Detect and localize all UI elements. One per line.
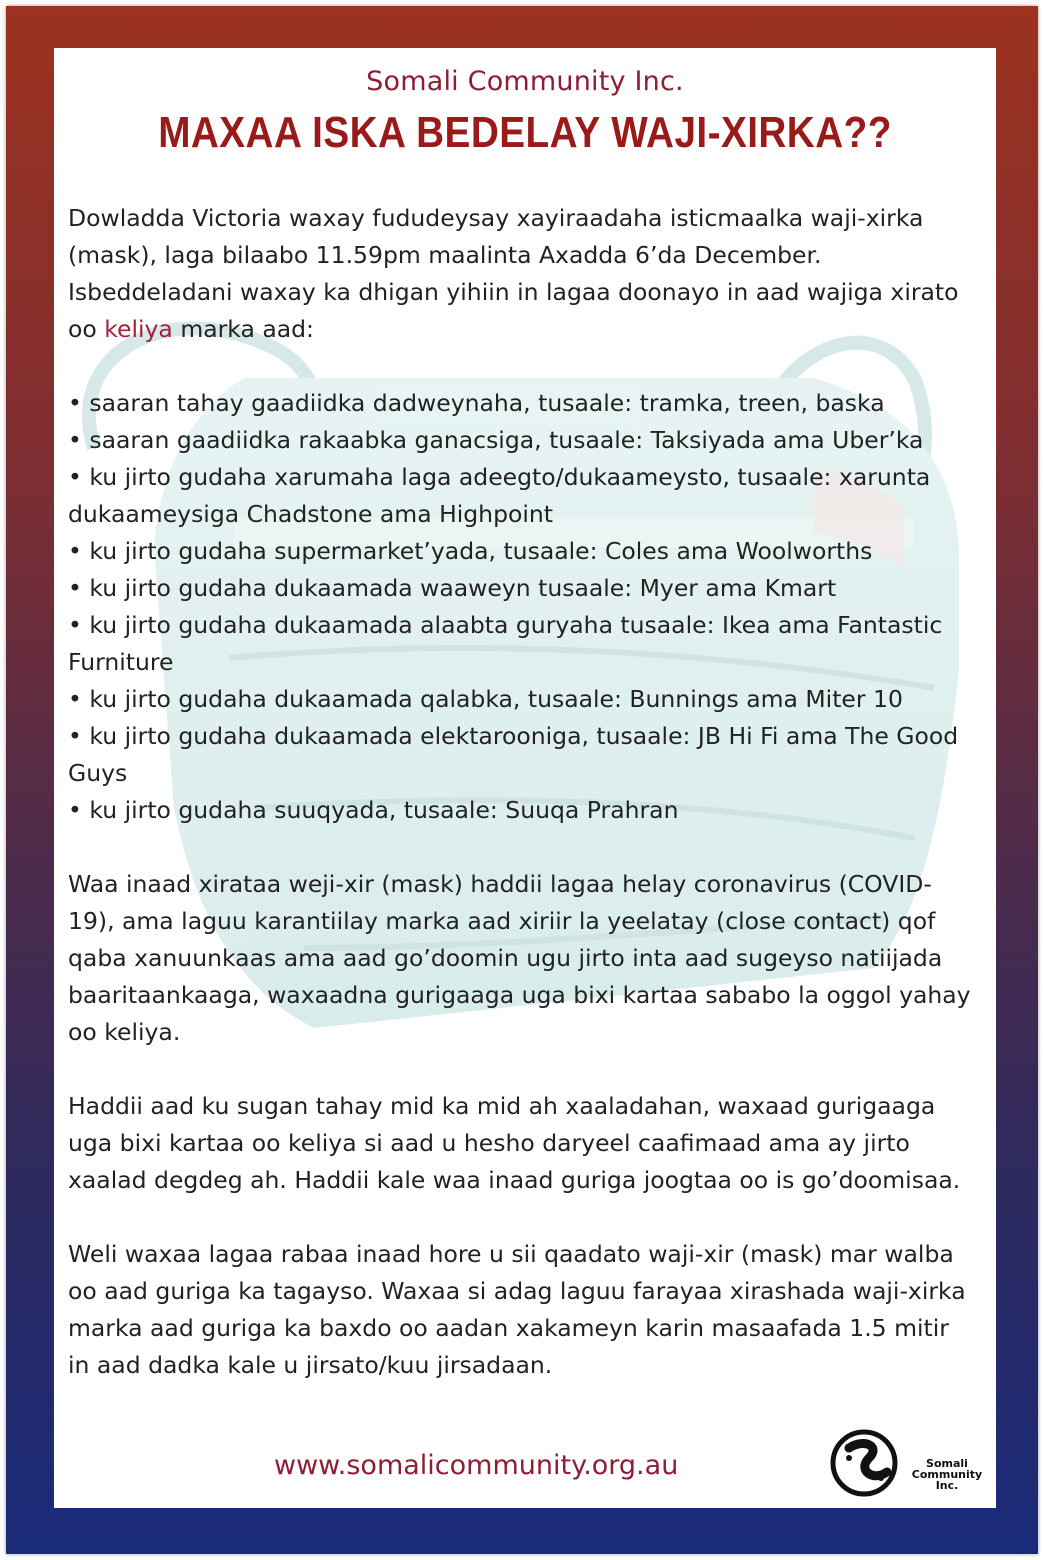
list-item: • saaran gaadiidka rakaabka ganacsiga, tusaale: Taksiyada ama Uber’ka bbox=[68, 422, 973, 459]
poster-frame bbox=[6, 6, 1038, 1554]
body-text bbox=[68, 200, 973, 1384]
list-item: • ku jirto gudaha suuqyada, tusaale: Suuqa Prahran bbox=[68, 792, 973, 829]
list-item: • ku jirto gudaha dukaamada waaweyn tusaale: Myer ama Kmart bbox=[68, 570, 973, 607]
website-link[interactable]: www.somalicommunity.org.au bbox=[274, 1450, 679, 1481]
list-item: • ku jirto gudaha dukaamada alaabta guryaha tusaale: Ikea ama Fantastic Furniture bbox=[68, 607, 973, 681]
bullet-list bbox=[68, 385, 973, 829]
list-item: • ku jirto gudaha dukaamada elektarooniga, tusaale: JB Hi Fi ama The Good Guys bbox=[68, 718, 973, 792]
list-item: • ku jirto gudaha xarumaha laga adeegto/dukaameysto, tusaale: xarunta dukaameysiga Chadstone ama Highpoint bbox=[68, 459, 973, 533]
content-panel bbox=[54, 48, 996, 1508]
list-item: • saaran tahay gaadiidka dadweynaha, tusaale: tramka, treen, baska bbox=[68, 385, 973, 422]
intro-highlight: keliya bbox=[104, 315, 173, 343]
logo-line: Inc. bbox=[935, 1479, 959, 1492]
logo-line: Community bbox=[911, 1468, 983, 1481]
paragraph-carry-mask: Weli waxaa lagaa rabaa inaad hore u sii qaadato waji-xir (mask) mar walba oo aad guriga ka tagayso. Waxaa si adag laguu farayaa xirashada waji-xirka marka aad guriga ka baxdo oo aadan xakameyn karin masaafada 1.5 mitir in aad dadka kale u jirsato/kuu jirsadaan. bbox=[68, 1240, 966, 1379]
list-item: • ku jirto gudaha supermarket’yada, tusaale: Coles ama Woolworths bbox=[68, 533, 973, 570]
paragraph-covid: Waa inaad xirataa weji-xir (mask) haddii lagaa helay coronavirus (COVID-19), ama laguu karantiilay marka aad xiriir la yeelatay (close contact) qof qaba xanuunkaas ama aad go’doomin ugu jirto inta aad sugeyso natiijada baaritaankaaga, waxaadna gurigaaga uga bixi kartaa sababo la oggol yahay oo keliya. bbox=[68, 870, 971, 1046]
logo-text bbox=[907, 1458, 987, 1491]
paragraph-isolation: Haddii aad ku sugan tahay mid ka mid ah xaaladahan, waxaad gurigaaga uga bixi kartaa oo keliya si aad u hesho daryeel caafimaad ama ay jirto xaalad degdeg ah. Haddii kale waa inaad guriga joogtaa oo is go’doomisaa. bbox=[68, 1092, 961, 1194]
logo-line: Somali bbox=[926, 1457, 968, 1470]
intro-paragraph bbox=[68, 200, 973, 348]
organization-name: Somali Community Inc. bbox=[366, 66, 684, 97]
intro-text-end: marka aad: bbox=[172, 315, 314, 343]
page-title: MAXAA ISKA BEDELAY WAJI-XIRKA?? bbox=[158, 108, 892, 157]
intro-text: Dowladda Victoria waxay fududeysay xayiraadaha isticmaalka waji-xirka (mask), laga bilaabo 11.59pm maalinta Axadda 6’da December. Isbeddeladani waxay ka dhigan yihiin in lagaa doonayo in aad wajiga xirato oo bbox=[68, 204, 959, 343]
list-item: • ku jirto gudaha dukaamada qalabka, tusaale: Bunnings ama Miter 10 bbox=[68, 681, 973, 718]
